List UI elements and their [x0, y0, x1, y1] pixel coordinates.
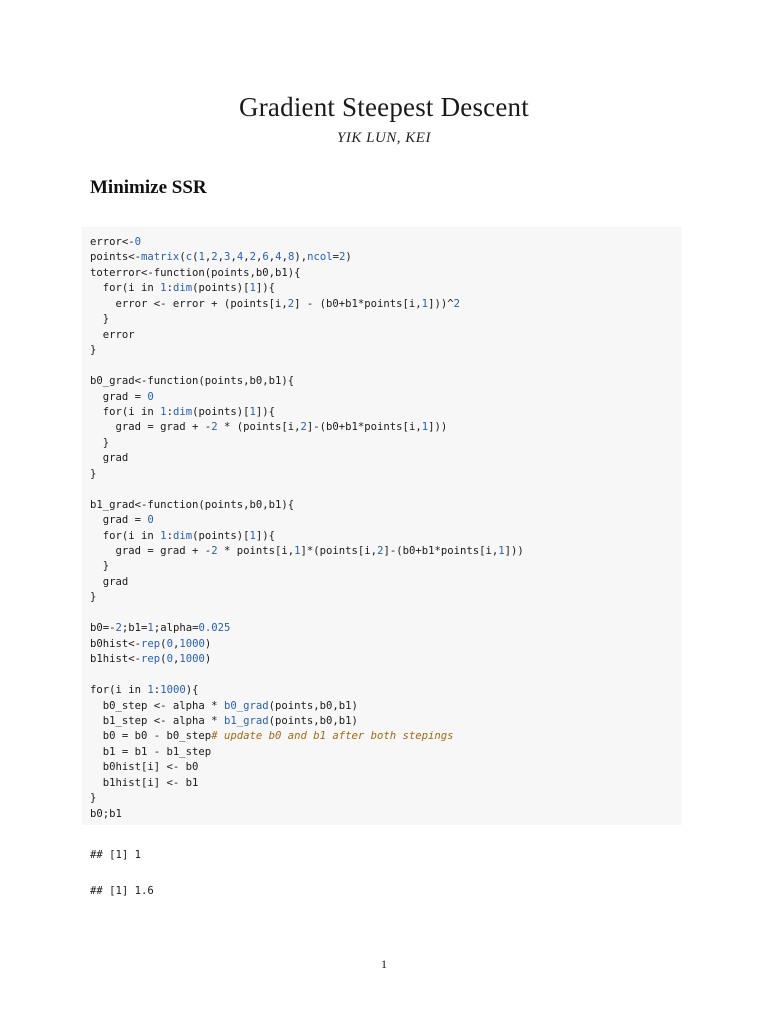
code-line: b0_grad<-function(points,b0,b1){: [90, 375, 295, 388]
section-heading: Minimize SSR: [90, 177, 207, 198]
code-line: b0=-2;b1=1;alpha=0.025: [90, 622, 231, 635]
code-line: toterror<-function(points,b0,b1){: [90, 266, 301, 279]
code-line: b0_step <- alpha * b0_grad(points,b0,b1): [90, 699, 358, 712]
code-line: b1_step <- alpha * b1_grad(points,b0,b1): [90, 714, 358, 727]
code-line: b1hist[i] <- b1: [90, 776, 199, 789]
code-line: }: [90, 560, 110, 573]
code-line: }: [90, 344, 97, 357]
code-line: b0 = b0 - b0_step# update b0 and b1 after both stepings: [90, 730, 454, 743]
code-line: for(i in 1:dim(points)[1]){: [90, 529, 276, 542]
code-line: b0hist<-rep(0,1000): [90, 637, 212, 650]
code-line: }: [90, 436, 110, 449]
code-line: grad = grad + -2 * (points[i,2]-(b0+b1*points[i,1])): [90, 421, 448, 434]
code-line: error: [90, 328, 135, 341]
code-line: b0hist[i] <- b0: [90, 761, 199, 774]
code-line: b1 = b1 - b1_step: [90, 745, 212, 758]
code-line: }: [90, 313, 110, 326]
document-author: YIK LUN, KEI: [337, 130, 431, 146]
code-line: points<-matrix(c(1,2,3,4,2,6,4,8),ncol=2): [90, 251, 352, 264]
page-number: 1: [381, 957, 387, 971]
code-line: error <- error + (points[i,2] - (b0+b1*points[i,1]))^2: [90, 297, 460, 310]
code-line: for(i in 1:dim(points)[1]){: [90, 282, 276, 295]
code-line: grad = grad + -2 * points[i,1]*(points[i,2]-(b0+b1*points[i,1])): [90, 545, 524, 557]
code-line: grad: [90, 452, 129, 465]
code-line: grad = 0: [90, 390, 154, 403]
code-line: error<-0: [90, 236, 142, 248]
document-title: Gradient Steepest Descent: [239, 92, 529, 122]
code-line: b1_grad<-function(points,b0,b1){: [90, 498, 295, 511]
code-line: for(i in 1:dim(points)[1]){: [90, 405, 276, 418]
code-line: }: [90, 467, 97, 480]
code-line: b1hist<-rep(0,1000): [90, 653, 212, 666]
code-line: b0;b1: [90, 807, 122, 820]
output-line: ## [1] 1: [90, 849, 142, 861]
code-line: }: [90, 591, 97, 604]
code-line: for(i in 1:1000){: [90, 684, 199, 697]
code-line: }: [90, 792, 97, 805]
code-line: grad = 0: [90, 514, 154, 527]
output-line: ## [1] 1.6: [90, 885, 154, 897]
code-line: grad: [90, 575, 129, 588]
